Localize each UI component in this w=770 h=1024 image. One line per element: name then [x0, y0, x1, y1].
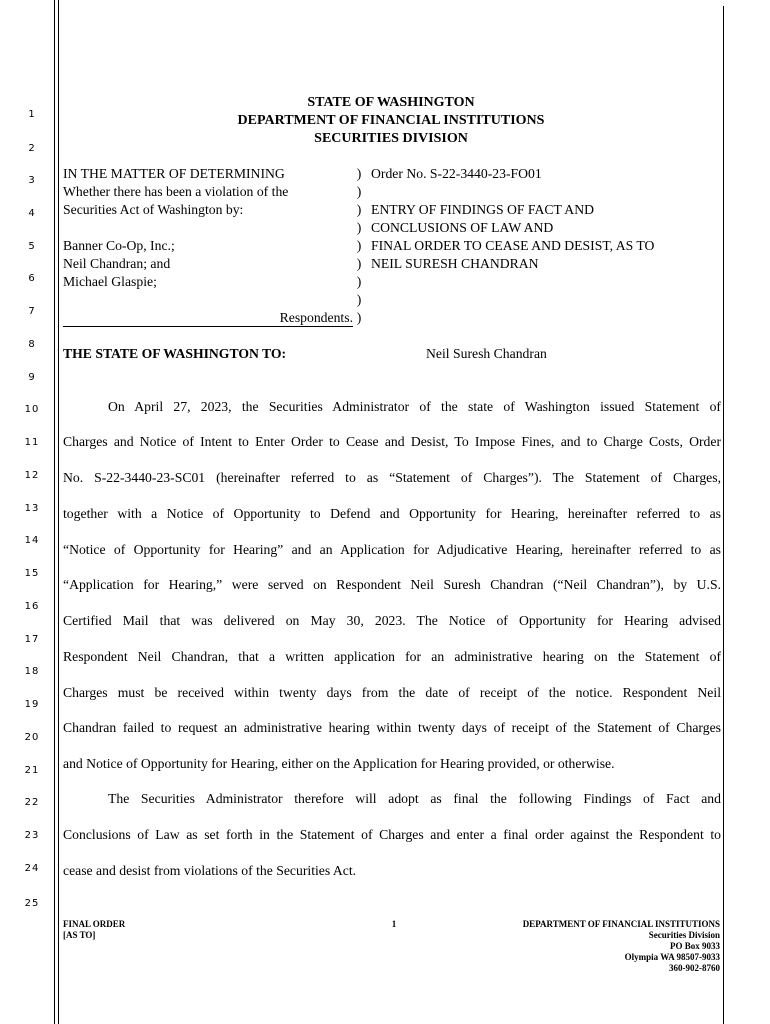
line-number: 13 — [24, 503, 40, 514]
caption-paren: ) — [356, 256, 362, 271]
caption-paren: ) — [356, 292, 362, 307]
line-number: 5 — [28, 241, 36, 252]
footer-left-subtitle: [AS TO] — [63, 930, 96, 940]
line-number: 11 — [24, 437, 40, 448]
body-line: Conclusions of Law as set forth in the Statement of Charges and enter a final order against the Respondent to — [63, 827, 721, 842]
line-number: 24 — [24, 863, 40, 874]
line-number: 23 — [24, 830, 40, 841]
footer-division: Securities Division — [648, 930, 720, 940]
line-number: 4 — [28, 208, 36, 219]
addressee-label: THE STATE OF WASHINGTON TO: — [63, 346, 287, 361]
line-number: 21 — [24, 765, 40, 776]
caption-left-line: Banner Co-Op, Inc.; — [63, 238, 175, 253]
body-line: Chandran failed to request an administrative hearing within twenty days of receipt of the Statement of Charges — [63, 720, 721, 735]
line-number: 12 — [24, 470, 40, 481]
line-number: 7 — [28, 306, 36, 317]
caption-paren: ) — [356, 220, 362, 235]
left-margin-rule-inner — [58, 0, 59, 1024]
body-line: and Notice of Opportunity for Hearing, either on the Application for Hearing provided, or otherwise. — [63, 756, 615, 771]
line-number: 3 — [28, 175, 36, 186]
header-division: SECURITIES DIVISION — [314, 131, 468, 146]
footer-po-box: PO Box 9033 — [669, 941, 720, 951]
line-number: 6 — [28, 273, 36, 284]
line-number: 8 — [28, 339, 36, 350]
caption-paren: ) — [356, 184, 362, 199]
line-number: 20 — [24, 732, 40, 743]
body-line: Charges must be received within twenty days from the date of receipt of the notice. Respondent Neil — [63, 685, 721, 700]
caption-paren: ) — [356, 274, 362, 289]
caption-paren: ) — [356, 202, 362, 217]
caption-paren: ) — [356, 238, 362, 253]
body-line: No. S-22-3440-23-SC01 (hereinafter referred to as “Statement of Charges”). The Statement of Charges, — [63, 470, 721, 485]
body-line: “Application for Hearing,” were served on Respondent Neil Suresh Chandran (“Neil Chandran”), by U.S. — [63, 577, 721, 592]
caption-left-line: Michael Glaspie; — [63, 274, 157, 289]
body-line: together with a Notice of Opportunity to Defend and Opportunity for Hearing, hereinafter referred to as — [63, 506, 721, 521]
line-number: 14 — [24, 535, 40, 546]
line-number: 10 — [24, 404, 40, 415]
line-number: 9 — [28, 372, 36, 383]
header-state: STATE OF WASHINGTON — [307, 95, 475, 110]
addressee-name: Neil Suresh Chandran — [426, 346, 547, 361]
line-number: 17 — [24, 634, 40, 645]
line-number: 18 — [24, 666, 40, 677]
page-number: 1 — [391, 919, 397, 929]
footer-agency: DEPARTMENT OF FINANCIAL INSTITUTIONS — [522, 919, 720, 929]
order-title-line: FINAL ORDER TO CEASE AND DESIST, AS TO — [371, 238, 655, 253]
body-line: Charges and Notice of Intent to Enter Order to Cease and Desist, To Impose Fines, and to Charge Costs, Order — [63, 434, 721, 449]
line-number: 16 — [24, 601, 40, 612]
line-number: 25 — [24, 898, 40, 909]
footer-phone: 360-902-8760 — [669, 963, 720, 973]
caption-paren: ) — [356, 310, 362, 325]
body-line: “Notice of Opportunity for Hearing” and an Application for Adjudicative Hearing, hereinafter referred to as — [63, 542, 721, 557]
body-line: Certified Mail that was delivered on May 30, 2023. The Notice of Opportunity for Hearing advised — [63, 613, 721, 628]
line-number: 19 — [24, 699, 40, 710]
header-department: DEPARTMENT OF FINANCIAL INSTITUTIONS — [237, 113, 545, 128]
caption-left-line: Whether there has been a violation of the — [63, 184, 289, 199]
left-margin-rule-outer — [54, 0, 55, 1024]
respondents-label: Respondents. — [63, 309, 353, 327]
order-title-line: NEIL SURESH CHANDRAN — [371, 256, 539, 271]
body-line: On April 27, 2023, the Securities Administrator of the state of Washington issued Statement of — [108, 399, 721, 414]
order-title-line: ENTRY OF FINDINGS OF FACT AND — [371, 202, 594, 217]
footer-city: Olympia WA 98507-9033 — [624, 952, 720, 962]
caption-left-line: Neil Chandran; and — [63, 256, 171, 271]
footer-left-title: FINAL ORDER — [63, 919, 126, 929]
line-number: 15 — [24, 568, 40, 579]
caption-left-line: IN THE MATTER OF DETERMINING — [63, 166, 285, 181]
body-line: cease and desist from violations of the Securities Act. — [63, 863, 357, 878]
right-margin-rule — [723, 6, 724, 1024]
line-number: 1 — [28, 109, 36, 120]
line-number: 22 — [24, 797, 40, 808]
line-number: 2 — [28, 143, 36, 154]
caption-paren: ) — [356, 166, 362, 181]
order-number: Order No. S-22-3440-23-FO01 — [371, 166, 542, 181]
order-title-line: CONCLUSIONS OF LAW AND — [371, 220, 554, 235]
caption-left-line: Securities Act of Washington by: — [63, 202, 244, 217]
body-line: The Securities Administrator therefore will adopt as final the following Findings of Fact and — [108, 791, 721, 806]
body-line: Respondent Neil Chandran, that a written application for an administrative hearing on the Statement of — [63, 649, 721, 664]
